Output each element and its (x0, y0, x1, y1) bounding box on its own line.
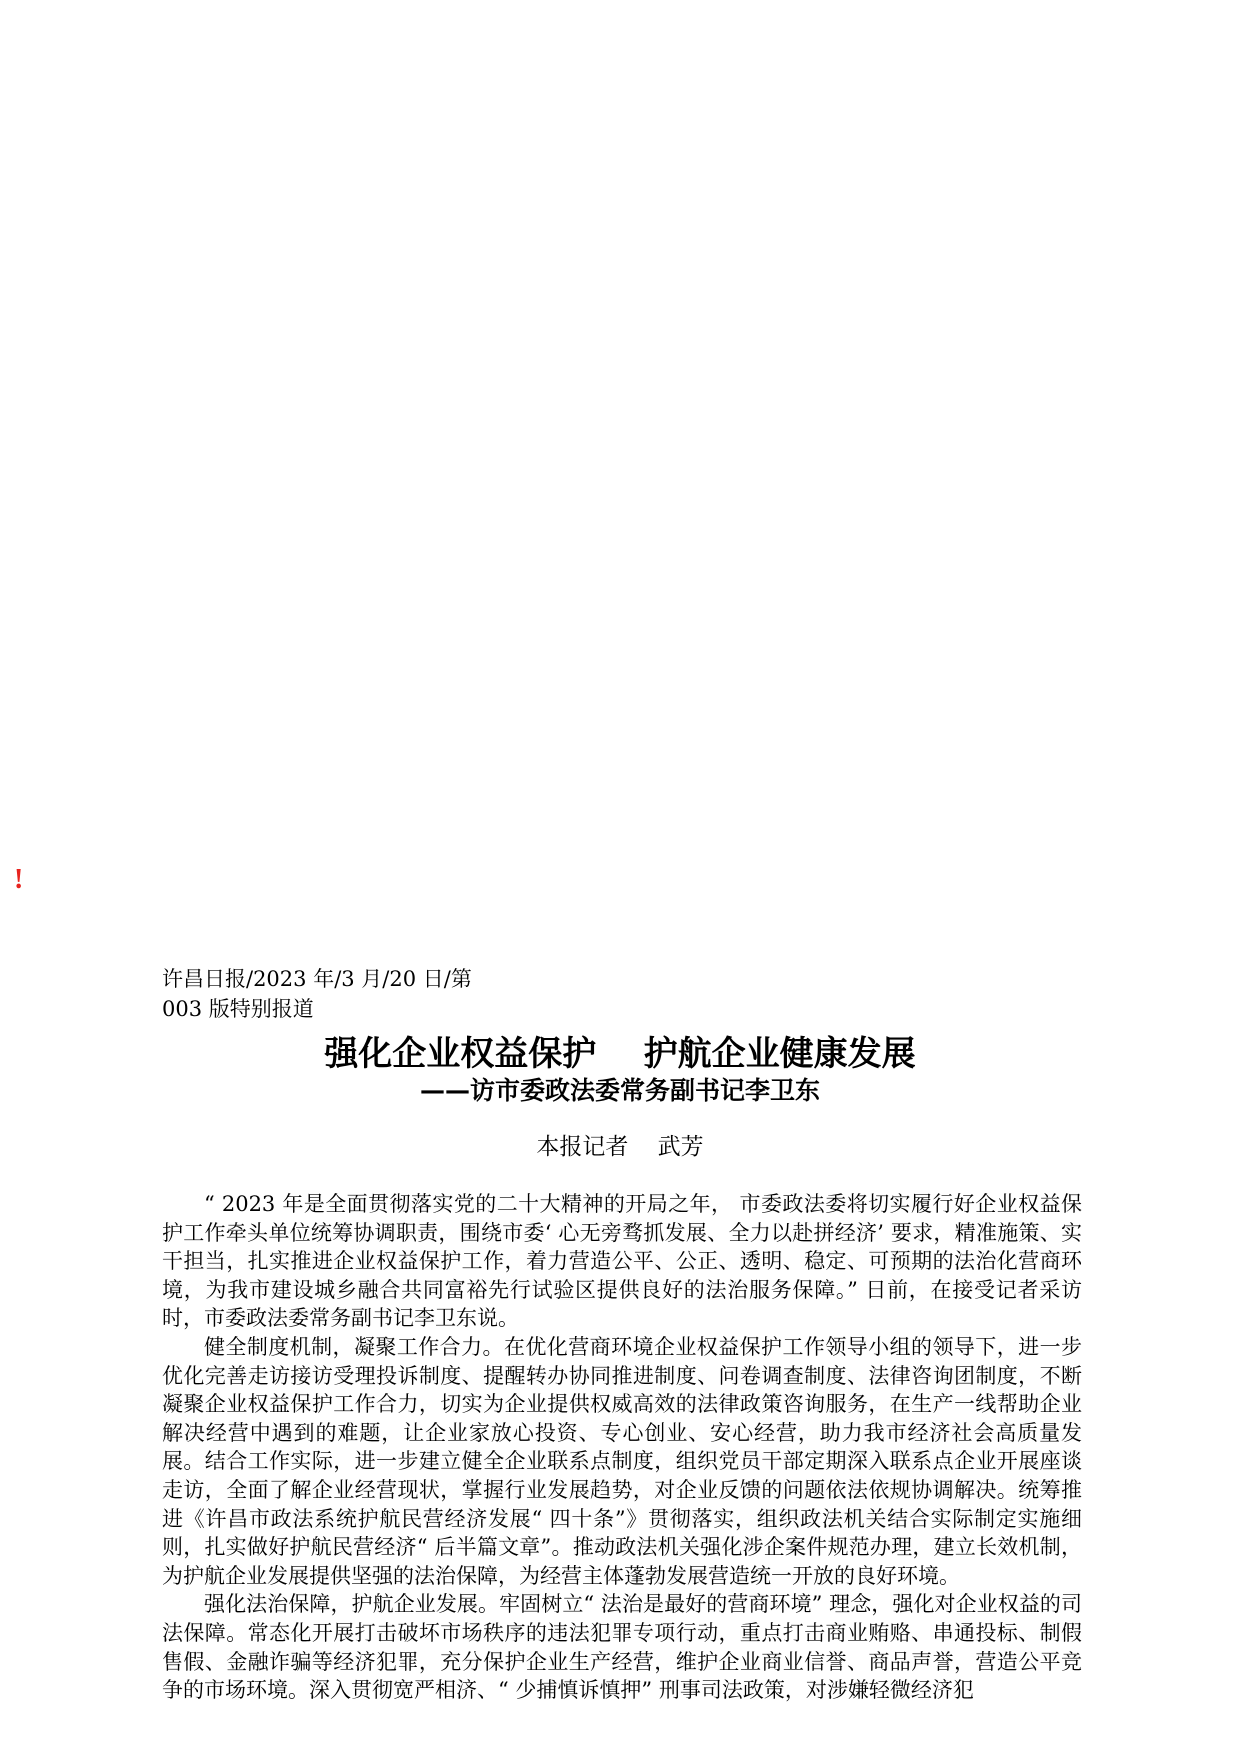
body-paragraph: “ 2023 年是全面贯彻落实党的二十大精神的开局之年， 市委政法委将切实履行好企业权益保护工作牵头单位统筹协调职责，围绕市委‘ 心无旁骛抓发展、全力以赴拼经济’ 要求，精准施策、实干担当，扎实推进企业权益保护工作，着力营造公平、公正、透明、稳定、可预期的法治化营商环境，为我市建设城乡融合共同富裕先行试验区提供良好的法治服务保障。” 日前，在接受记者采访时，市委政法委常务副书记李卫东说。 (162, 1192, 1082, 1331)
article-body (162, 1190, 1082, 1705)
body-paragraph: 强化法治保障，护航企业发展。牢固树立“ 法治是最好的营商环境” 理念，强化对企业权益的司法保障。常态化开展打击破坏市场秩序的违法犯罪专项行动，重点打击商业贿赂、串通投标、制假售假、金融诈骗等经济犯罪，充分保护企业生产经营，维护企业商业信誉、商品声誉，营造公平竞争的市场环境。深入贯彻宽严相济、“ 少捕慎诉慎押” 刑事司法政策，对涉嫌轻微经济犯 (162, 1592, 1082, 1703)
body-paragraph: 健全制度机制，凝聚工作合力。在优化营商环境企业权益保护工作领导小组的领导下，进一步优化完善走访接访受理投诉制度、提醒转办协同推进制度、问卷调查制度、法律咨询团制度，不断凝聚企业权益保护工作合力，切实为企业提供权威高效的法律政策咨询服务，在生产一线帮助企业解决经营中遇到的难题，让企业家放心投资、专心创业、安心经营，助力我市经济社会高质量发展。结合工作实际，进一步建立健全企业联系点制度，组织党员干部定期深入联系点企业开展座谈走访，全面了解企业经营现状，掌握行业发展趋势，对企业反馈的问题依法依规协调解决。统筹推进《许昌市政法系统护航民营经济发展“ 四十条”》贯彻落实，组织政法机关结合实际制定实施细则，扎实做好护航民营经济“ 后半篇文章”。推动政法机关强化涉企案件规范办理，建立长效机制，为护航企业发展提供坚强的法治保障，为经营主体蓬勃发展营造统一开放的良好环境。 (162, 1334, 1082, 1588)
article-title: 强化企业权益保护 护航企业健康发展 (324, 1034, 916, 1074)
red-exclamation-mark: ! (14, 864, 24, 895)
article-subtitle: ——访市委政法委常务副书记李卫东 (419, 1076, 820, 1105)
article-byline: 本报记者 武芳 (536, 1134, 704, 1160)
article-source: 许昌日报/2023 年/3 月/20 日/第 003 版特别报道 (162, 967, 472, 1021)
